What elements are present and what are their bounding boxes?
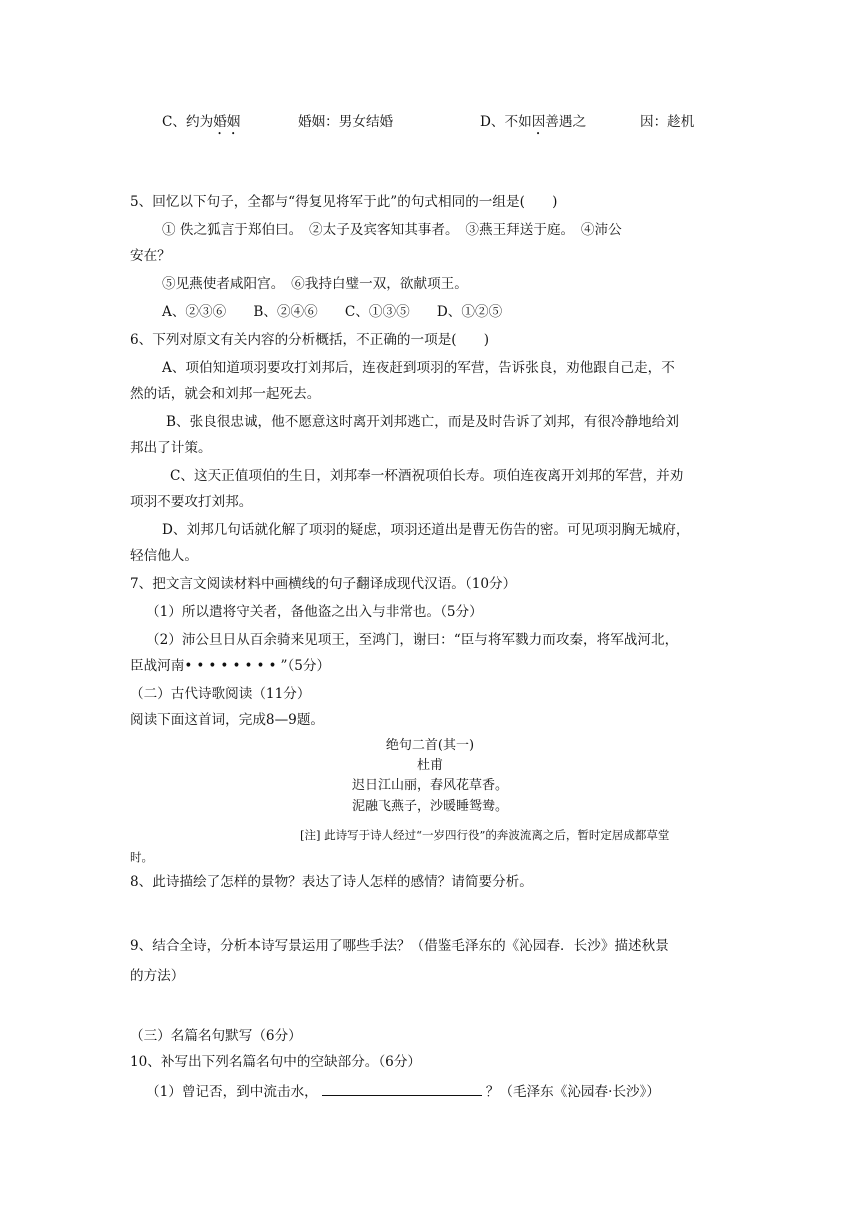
q10-item-1-answer-blank[interactable] bbox=[322, 1080, 482, 1096]
q4-option-d-dotted-word: 因 bbox=[531, 114, 546, 130]
q4-option-c-gloss: 婚姻：男女结婚 bbox=[298, 114, 394, 130]
q5-items-line1: ① 佚之狐言于郑伯曰。 ②太子及宾客知其事者。 ③燕王拜送于庭。 ④沛公 bbox=[162, 222, 622, 238]
q5-stem: 5、回忆以下句子，全都与“得复见将军于此”的句式相同的一组是( ) bbox=[130, 194, 558, 210]
poem-title: 绝句二首(其一) bbox=[385, 738, 475, 753]
poem-author: 杜甫 bbox=[416, 758, 443, 773]
q6-option-b-line1: B、张良很忠诚，他不愿意这时离开刘邦逃亡，而是及时告诉了刘邦，有很冷静地给刘 bbox=[166, 414, 679, 430]
q4-option-c bbox=[162, 112, 240, 138]
q4-option-c-dotted-word: 婚姻 bbox=[213, 114, 241, 130]
q10-item-1-before: （1）曾记否，到中流击水， bbox=[146, 1084, 318, 1100]
q6-option-c-line2: 项羽不要攻打刘邦。 bbox=[130, 494, 253, 510]
q10-stem: 10、补写出下列名篇名句中的空缺部分。（6分） bbox=[130, 1054, 422, 1070]
poem-line-1: 迟日江山丽，春风花草香。 bbox=[351, 778, 508, 793]
q6-option-b-line2: 邦出了计策。 bbox=[130, 440, 212, 456]
section-2-title: （二）古代诗歌阅读（11分） bbox=[130, 686, 311, 702]
q5-items-line1-cont: 安在？ bbox=[130, 248, 171, 264]
q7-sentence-1: （1）所以遣将守关者，备他盗之出入与非常也。（5分） bbox=[146, 604, 483, 620]
q9-stem-line1: 9、结合全诗，分析本诗写景运用了哪些手法？（借鉴毛泽东的《沁园春．长沙》描述秋景 bbox=[130, 938, 669, 954]
q4-option-c-prefix: C、约为 bbox=[162, 114, 214, 130]
q6-option-d-line1: D、刘邦几句话就化解了项羽的疑虑，项羽还道出是曹无伤告的密。可见项羽胸无城府， bbox=[162, 522, 690, 538]
q7-sentence-2-end: ”（5分） bbox=[280, 658, 331, 674]
q7-stem: 7、把文言文阅读材料中画横线的句子翻译成现代汉语。（10分） bbox=[130, 576, 517, 592]
q7-sentence-2-text: 臣战河南 bbox=[130, 658, 185, 674]
q6-option-d-line2: 轻信他人。 bbox=[130, 548, 198, 564]
q4-option-d-prefix: D、不如 bbox=[480, 114, 532, 130]
q6-option-a-line2: 然的话，就会和刘邦一起死去。 bbox=[130, 386, 321, 402]
poem-note-line2: 时。 bbox=[130, 850, 153, 864]
q8-stem: 8、此诗描绘了怎样的景物？表达了诗人怎样的感情？请简要分析。 bbox=[130, 874, 533, 890]
q4-option-d bbox=[480, 112, 586, 138]
poem-note-line1: [注] 此诗写于诗人经过“一岁四行役”的奔波流离之后，暂时定居成都草堂 bbox=[300, 828, 670, 842]
poem-line-2: 泥融飞燕子，沙暖睡鸳鸯。 bbox=[351, 799, 508, 814]
q10-item-1-after: ？（毛泽东《沁园春·长沙》） bbox=[485, 1084, 661, 1100]
q5-options: A、②③⑥ B、②④⑥ C、①③⑤ D、①②⑤ bbox=[162, 304, 503, 320]
section-2-intro: 阅读下面这首词，完成8—9题。 bbox=[130, 712, 325, 728]
section-3-title: （三）名篇名句默写（6分） bbox=[130, 1028, 302, 1044]
q6-option-c-line1: C、这天正值项伯的生日，刘邦奉一杯酒祝项伯长寿。项伯连夜离开刘邦的军营，并劝 bbox=[170, 468, 684, 484]
q7-sentence-2-ellipsis-dots: •••••••• bbox=[184, 658, 281, 674]
q7-sentence-2-line2 bbox=[130, 656, 330, 676]
q10-item-1 bbox=[146, 1080, 660, 1102]
q6-stem: 6、下列对原文有关内容的分析概括，不正确的一项是( ) bbox=[130, 332, 490, 348]
q9-stem-line2: 的方法） bbox=[130, 968, 185, 984]
q4-option-d-gloss: 因：趁机 bbox=[640, 114, 695, 130]
q4-option-d-suffix: 善遇之 bbox=[545, 114, 587, 130]
q6-option-a-line1: A、项伯知道项羽要攻打刘邦后，连夜赶到项羽的军营，告诉张良，劝他跟自己走，不 bbox=[162, 360, 675, 376]
q7-sentence-2-line1: （2）沛公旦日从百余骑来见项王，至鸿门，谢曰：“臣与将军戮力而攻秦，将军战河北， bbox=[146, 632, 679, 648]
q5-items-line2: ⑤见燕使者咸阳宫。 ⑥我持白璧一双，欲献项王。 bbox=[162, 276, 468, 292]
